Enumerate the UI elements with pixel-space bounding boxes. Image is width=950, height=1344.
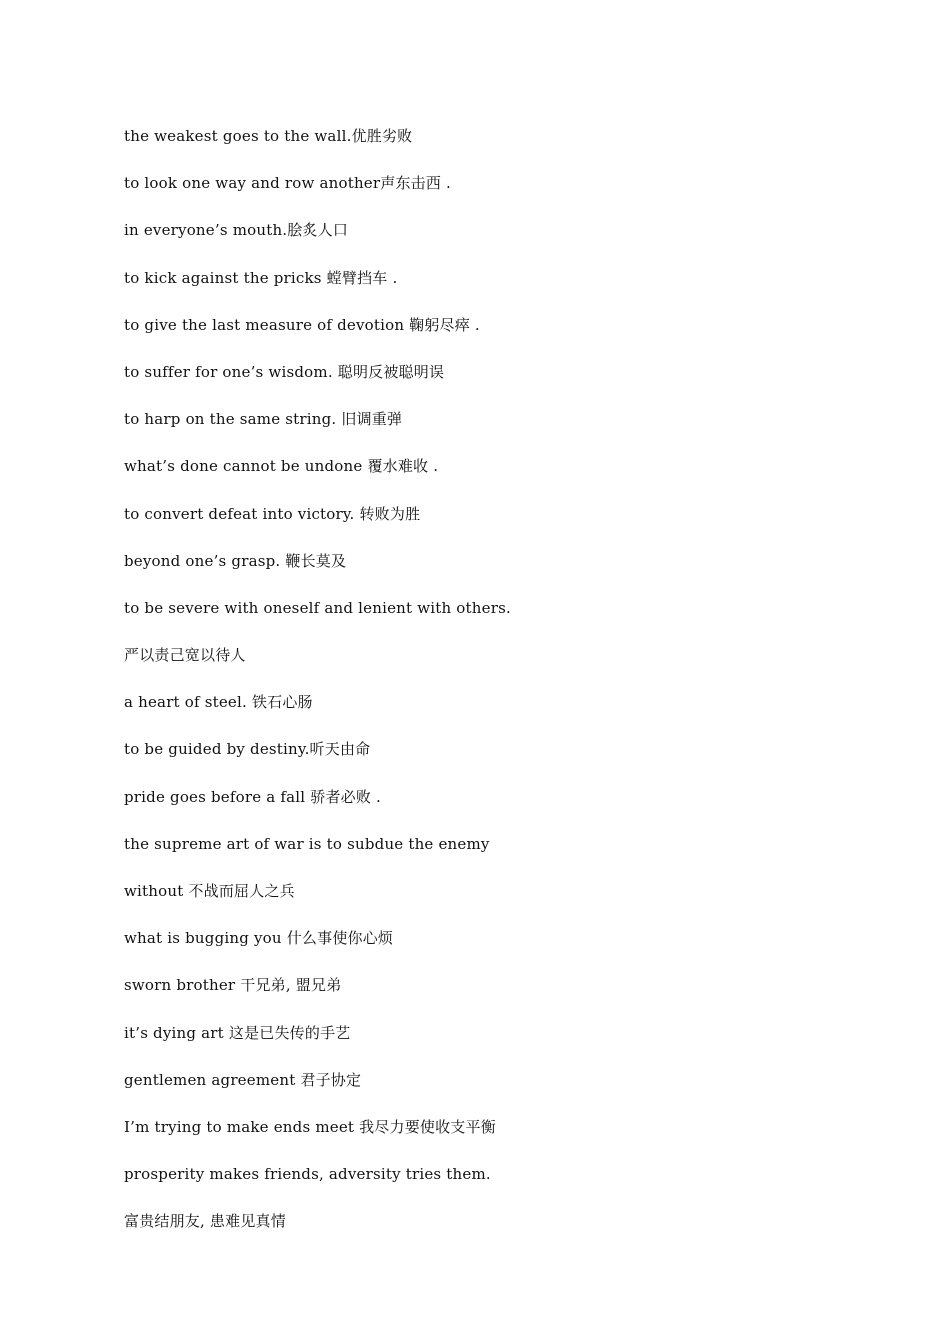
text-line-10: beyond one’s grasp. 鞭长莫及	[124, 551, 347, 570]
proverb-list	[124, 124, 884, 1257]
text-line-18: what is bugging you 什么事使你心烦	[124, 929, 394, 948]
text-line-8: what’s done cannot be undone 覆水难收 .	[124, 457, 439, 476]
text-line-16: the supreme art of war is to subdue the enemy	[124, 834, 490, 853]
text-line-24: 富贵结朋友, 患难见真情	[124, 1212, 286, 1231]
text-line-21: gentlemen agreement 君子协定	[124, 1070, 362, 1089]
text-line-20: it’s dying art 这是已失传的手艺	[124, 1023, 351, 1042]
text-line-4: to kick against the pricks 螳臂挡车 .	[124, 268, 398, 287]
text-line-15: pride goes before a fall 骄者必败 .	[124, 787, 381, 806]
text-line-14: to be guided by destiny.听天由命	[124, 740, 371, 759]
text-line-3: in everyone’s mouth.脍炙人口	[124, 221, 349, 240]
text-line-11: to be severe with oneself and lenient with others.	[124, 598, 511, 617]
text-line-13: a heart of steel. 铁石心肠	[124, 693, 313, 712]
text-line-23: prosperity makes friends, adversity tries them.	[124, 1165, 491, 1184]
text-line-2: to look one way and row another声东击西 .	[124, 174, 451, 193]
text-line-1: the weakest goes to the wall.优胜劣败	[124, 127, 413, 145]
text-line-7: to harp on the same string. 旧调重弹	[124, 410, 403, 429]
text-line-12: 严以责己宽以待人	[124, 646, 246, 665]
text-line-6: to suffer for one’s wisdom. 聪明反被聪明误	[124, 362, 445, 381]
text-line-5: to give the last measure of devotion 鞠躬尽瘁 .	[124, 315, 480, 334]
text-line-22: I’m trying to make ends meet 我尽力要使收支平衡	[124, 1117, 496, 1136]
text-line-17: without 不战而屈人之兵	[124, 882, 295, 900]
text-line-19: sworn brother 干兄弟, 盟兄弟	[124, 976, 342, 995]
text-line-9: to convert defeat into victory. 转败为胜	[124, 504, 421, 523]
